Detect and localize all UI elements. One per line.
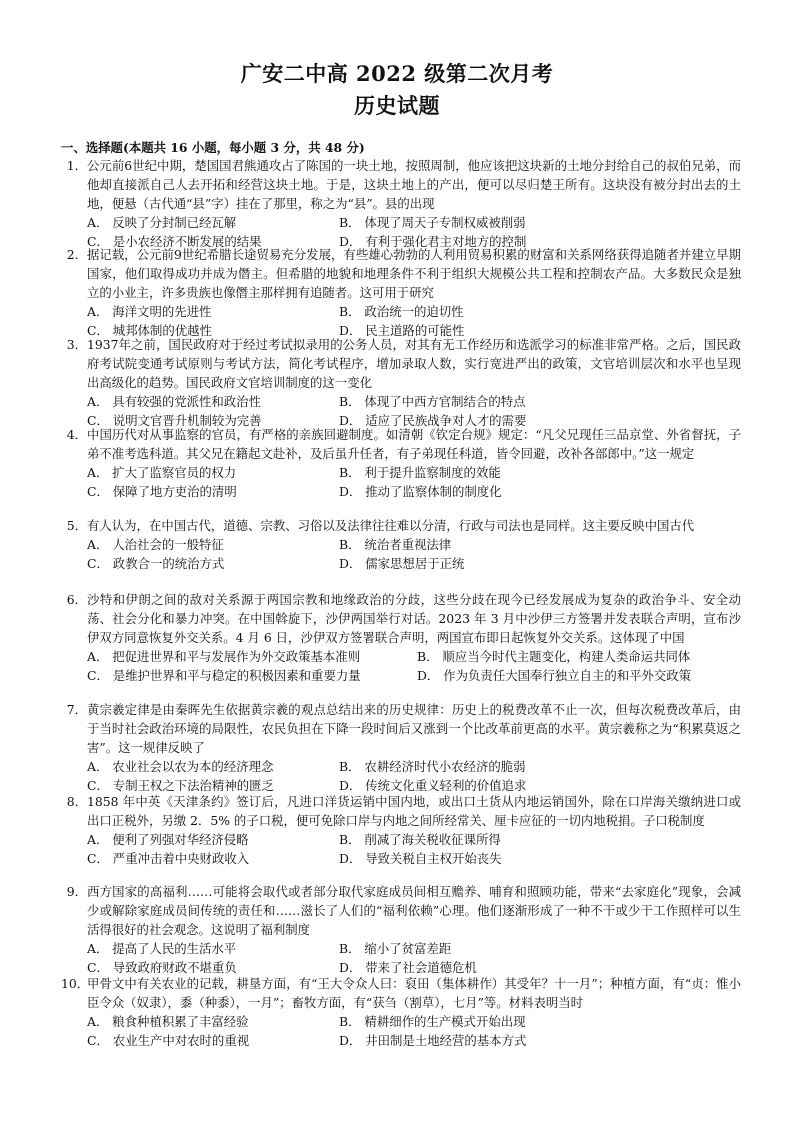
question-9	[61, 882, 741, 977]
option-c: C． 保障了地方吏治的清明	[87, 484, 237, 500]
question-stem: 沙特和伊朗之间的敌对关系源于两国宗教和地缘政治的分歧，这些分歧在现今已经发展成为复杂的政治争斗、安全动荡、社会分化和暴力冲突。在中国斡旋下，沙伊两国举行对话。2023 年 3 月中沙伊三方签署并发表联合声明，宣布沙伊双方同意恢复外交关系。4 月 6 日，沙伊双方签署联合声明，两国宣布即日起恢复外交关系。这体现了中国	[87, 592, 741, 646]
option-b: B． 政治统一的迫切性	[339, 304, 464, 320]
question-stem: 西方国家的高福利……可能将会取代或者部分取代家庭成员间相互赡养、哺育和照顾功能，带来“去家庭化”现象，会减少或解除家庭成员间传统的责任和……滋长了人们的“福利依赖”心理。他们逐渐形成了一种不干或少干工作照样可以生活得很好的社会观念。这说明了福利制度	[87, 884, 741, 938]
option-d: D． 作为负责任大国奉行独立自主的和平外交政策	[417, 668, 692, 684]
section-heading: 一、选择题(本题共 16 小题，每小题 3 分，共 48 分)	[61, 140, 365, 155]
option-b: B． 利于提升监察制度的效能	[339, 465, 501, 481]
option-b: B． 顺应当今时代主题变化，构建人类命运共同体	[417, 649, 691, 665]
option-c: C． 说明文官晋升机制较为完善	[87, 413, 262, 429]
question-stem: 公元前6世纪中期，楚国国君熊通攻占了陈国的一块土地，按照周制，他应该把这块新的土地分封给自己的叔伯兄弟，而他却直接派自己人去开拓和经营这块土地。于是，这块土地上的产出，便可以尽归楚王所有。这块没有被分封出去的土地，便悬（古代通“县”字）挂在了那里，称之为“县”。县的出现	[87, 158, 741, 212]
option-d: D． 推动了监察体制的制度化	[339, 484, 502, 500]
question-number: 5．	[66, 518, 87, 533]
question-1	[61, 156, 741, 251]
option-d: D． 适应了民族战争对人才的需要	[339, 413, 527, 429]
option-b: B． 统治者重视法律	[339, 537, 452, 553]
option-b: B． 精耕细作的生产模式开始出现	[339, 1014, 526, 1030]
option-a: A． 提高了人民的生活水平	[87, 941, 237, 957]
question-number: 1．	[66, 158, 87, 173]
question-stem: 黄宗羲定律是由秦晖先生依据黄宗羲的观点总结出来的历史规律：历史上的税费改革不止一次，但每次税费改革后，由于当时社会政治环境的局限性，农民负担在下降一段时间后又涨到一个比改革前更高的水平。黄宗羲称之为“积累莫返之害”。这一规律反映了	[87, 702, 741, 756]
question-7	[61, 700, 741, 795]
question-number: 3．	[66, 337, 87, 352]
question-number: 6．	[66, 592, 87, 607]
question-stem: 中国历代对从事监察的官员，有严格的亲族回避制度。如清朝《钦定台规》规定：“凡父兄现任三品京堂、外省督抚，子弟不准考选科道。其父兄在籍起文赴补，及后虽升任者，有子弟现任科道，皆令回避，改补各部郎中。”这一规定	[87, 427, 741, 462]
option-d: D． 民主道路的可能性	[339, 323, 465, 339]
option-c: C． 城邦体制的优越性	[87, 323, 212, 339]
option-c: C． 是小农经济不断发展的结果	[87, 234, 262, 250]
option-b: B． 缩小了贫富差距	[339, 941, 452, 957]
option-b: B． 农耕经济时代小农经济的脆弱	[339, 759, 526, 775]
option-c: C． 农业生产中对农时的重视	[87, 1033, 250, 1049]
question-number: 9．	[66, 884, 87, 899]
option-a: A． 农业社会以农为本的经济理念	[87, 759, 274, 775]
question-stem: 据记载，公元前9世纪希腊长途贸易充分发展，有些雄心勃勃的人利用贸易积累的财富和关系网络获得追随者并建立早期国家，他们取得成功并成为僭主。但希腊的地貌和地理条件不利于组织大规模公共工程和控制农产品。大多数民众是独立的小业主，许多贵族也像僭主那样拥有追随者。这可用于研究	[87, 247, 741, 301]
question-stem: 1858 年中英《天津条约》签订后，凡进口洋货运销中国内地，或出口土货从内地运销国外，除在口岸海关缴纳进口或出口正税外，另缴 2．5% 的子口税，便可免除口岸与内地之间所经常关、厘卡应征的一切内地税捐。子口税制度	[87, 794, 741, 829]
question-5	[61, 516, 741, 573]
question-stem: 甲骨文中有关农业的记载，耕垦方面，有“王大令众人曰：裒田（集体耕作）其受年？十一月”；种植方面，有“贞：惟小臣令众（奴隶），黍（种黍），一月”；畜牧方面，有“获刍（割草），七月”等。材料表明当时	[87, 976, 741, 1011]
option-d: D． 带来了社会道德危机	[339, 960, 477, 976]
option-c: C． 严重冲击着中央财政收入	[87, 851, 250, 867]
option-a: A． 海洋文明的先进性	[87, 304, 212, 320]
question-6	[61, 590, 741, 685]
exam-title: 广安二中高 2022 级第二次月考	[240, 61, 554, 86]
option-c: C． 政教合一的统治方式	[87, 556, 225, 572]
option-a: A． 便利了列强对华经济侵略	[87, 832, 249, 848]
option-a: A． 人治社会的一般特征	[87, 537, 224, 553]
option-d: D． 儒家思想居于正统	[339, 556, 465, 572]
option-c: C． 是维护世界和平与稳定的积极因素和重要力量	[87, 668, 361, 684]
option-b: B． 削减了海关税收征课所得	[339, 832, 501, 848]
question-stem: 有人认为，在中国古代，道德、宗教、习俗以及法律往往难以分清，行政与司法也是同样。这主要反映中国古代	[87, 518, 695, 533]
option-a: A． 扩大了监察官员的权力	[87, 465, 237, 481]
question-number: 7．	[66, 702, 87, 717]
exam-subtitle: 历史试题	[354, 93, 440, 118]
question-3	[61, 335, 741, 430]
option-d: D． 导致关税自主权开始丧失	[339, 851, 502, 867]
question-number: 10．	[61, 976, 90, 991]
question-number: 2．	[66, 247, 87, 262]
option-c: C． 专制王权之下法治精神的匮乏	[87, 778, 274, 794]
option-c: C． 导致政府财政不堪重负	[87, 960, 237, 976]
option-d: D． 有利于强化君主对地方的控制	[339, 234, 527, 250]
question-stem: 1937年之前，国民政府对于经过考试拟录用的公务人员，对其有无工作经历和选派学习的标准非常严格。之后，国民政府考试院变通考试原则与考试方法，简化考试程序，增加录取人数，实行宽进严出的政策，文官培训层次和水平也呈现出高级化的趋势。国民政府文官培训制度的这一变化	[87, 337, 741, 391]
option-a: A． 把促进世界和平与发展作为外交政策基本准则	[87, 649, 361, 665]
option-a: A． 反映了分封制已经瓦解	[87, 215, 237, 231]
option-a: A． 粮食种植积累了丰富经验	[87, 1014, 249, 1030]
question-8	[61, 792, 741, 868]
question-2	[61, 245, 741, 340]
option-d: D． 传统文化重义轻利的价值追求	[339, 778, 527, 794]
option-b: B． 体现了中西方官制结合的特点	[339, 394, 526, 410]
question-4	[61, 425, 741, 501]
option-d: D． 井田制是土地经营的基本方式	[339, 1033, 527, 1049]
question-number: 8．	[66, 794, 87, 809]
option-a: A． 具有较强的党派性和政治性	[87, 394, 261, 410]
question-number: 4．	[66, 427, 87, 442]
question-10	[61, 974, 741, 1050]
option-b: B． 体现了周天子专制权威被削弱	[339, 215, 526, 231]
